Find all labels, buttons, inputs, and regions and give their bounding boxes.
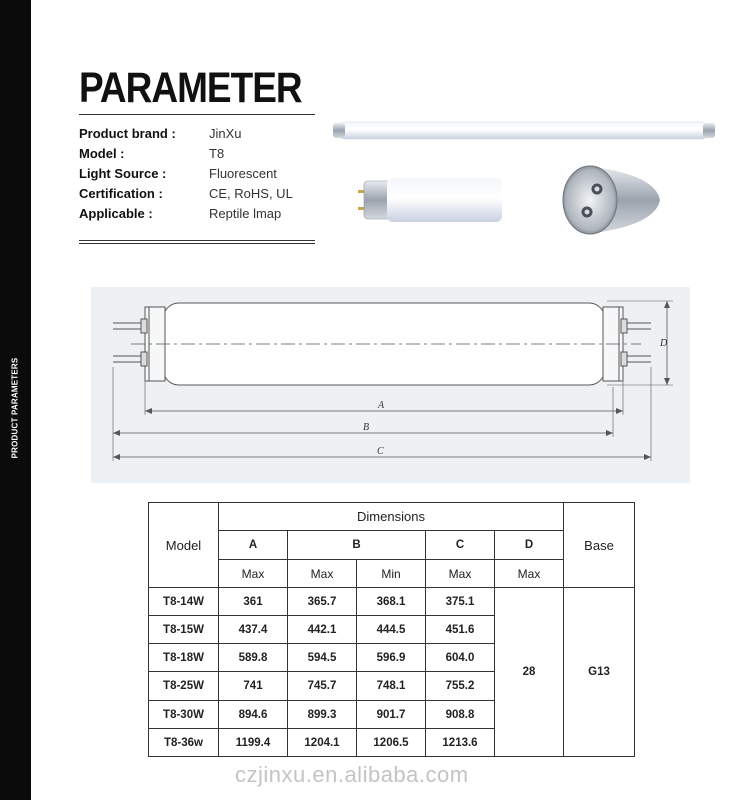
spec-key: Applicable : [79, 206, 153, 221]
cell-b-min: 368.1 [357, 588, 426, 616]
header-col-d: D [495, 531, 564, 560]
subheader-a-max: Max [219, 560, 288, 588]
spec-key: Certification : [79, 186, 163, 201]
spec-value: Reptile lmap [209, 206, 282, 221]
spec-key: Product brand : [79, 126, 176, 141]
sidebar [0, 0, 31, 800]
cell-a: 437.4 [219, 616, 288, 644]
cell-b-max: 365.7 [288, 588, 357, 616]
cell-c: 1213.6 [426, 729, 495, 757]
header-col-a: A [219, 531, 288, 560]
cell-b-max: 745.7 [288, 672, 357, 701]
cell-model: T8-30W [149, 701, 219, 729]
dimension-drawing [91, 287, 690, 483]
cell-model: T8-18W [149, 644, 219, 672]
cell-c: 755.2 [426, 672, 495, 701]
divider-top [79, 114, 315, 115]
cell-model: T8-14W [149, 588, 219, 616]
spec-value: JinXu [209, 126, 242, 141]
subheader-b-max: Max [288, 560, 357, 588]
cell-c: 451.6 [426, 616, 495, 644]
cell-model: T8-25W [149, 672, 219, 701]
cell-a: 589.8 [219, 644, 288, 672]
subheader-b-min: Min [357, 560, 426, 588]
dimensions-table [148, 502, 635, 757]
subheader-d-max: Max [495, 560, 564, 588]
cell-b-max: 594.5 [288, 644, 357, 672]
cell-model: T8-36w [149, 729, 219, 757]
cell-b-min: 596.9 [357, 644, 426, 672]
sidebar-label: PRODUCT PARAMETERS [10, 357, 20, 459]
header-dimensions: Dimensions [219, 503, 564, 531]
tube-photo-end-pins [358, 178, 502, 222]
cell-b-max: 1204.1 [288, 729, 357, 757]
cell-b-max: 442.1 [288, 616, 357, 644]
divider-bottom [79, 240, 315, 241]
divider-bottom-double [79, 243, 315, 244]
cell-model: T8-15W [149, 616, 219, 644]
spec-value: T8 [209, 146, 225, 161]
cell-c: 908.8 [426, 701, 495, 729]
dimension-label-a: A [378, 400, 385, 411]
dimension-diagram [91, 287, 690, 483]
subheader-c-max: Max [426, 560, 495, 588]
cell-a: 361 [219, 588, 288, 616]
spec-value: CE, RoHS, UL [209, 186, 293, 201]
header-model: Model [149, 503, 219, 588]
cell-c: 375.1 [426, 588, 495, 616]
cell-b-min: 748.1 [357, 672, 426, 701]
header-col-c: C [426, 531, 495, 560]
cell-a: 894.6 [219, 701, 288, 729]
spec-value: Fluorescent [209, 166, 277, 181]
page-title: PARAMETER [79, 64, 302, 112]
cell-b-min: 444.5 [357, 616, 426, 644]
header-base: Base [564, 503, 635, 588]
cell-a: 741 [219, 672, 288, 701]
dimension-label-b: B [363, 422, 370, 433]
dimension-label-d: D [660, 338, 668, 349]
tube-photo-end-view [563, 166, 660, 234]
dimension-label-c: C [377, 446, 384, 457]
cell-base: G13 [564, 588, 635, 757]
cell-c: 604.0 [426, 644, 495, 672]
spec-key: Model : [79, 146, 125, 161]
spec-key: Light Source : [79, 166, 167, 181]
watermark: czjinxu.en.alibaba.com [235, 762, 469, 787]
header-col-b: B [288, 531, 426, 560]
cell-b-max: 899.3 [288, 701, 357, 729]
cell-b-min: 1206.5 [357, 729, 426, 757]
table-row [149, 588, 635, 616]
cell-b-min: 901.7 [357, 701, 426, 729]
tube-photo-long [333, 122, 715, 139]
cell-a: 1199.4 [219, 729, 288, 757]
product-photos [325, 108, 725, 258]
cell-d: 28 [495, 588, 564, 757]
